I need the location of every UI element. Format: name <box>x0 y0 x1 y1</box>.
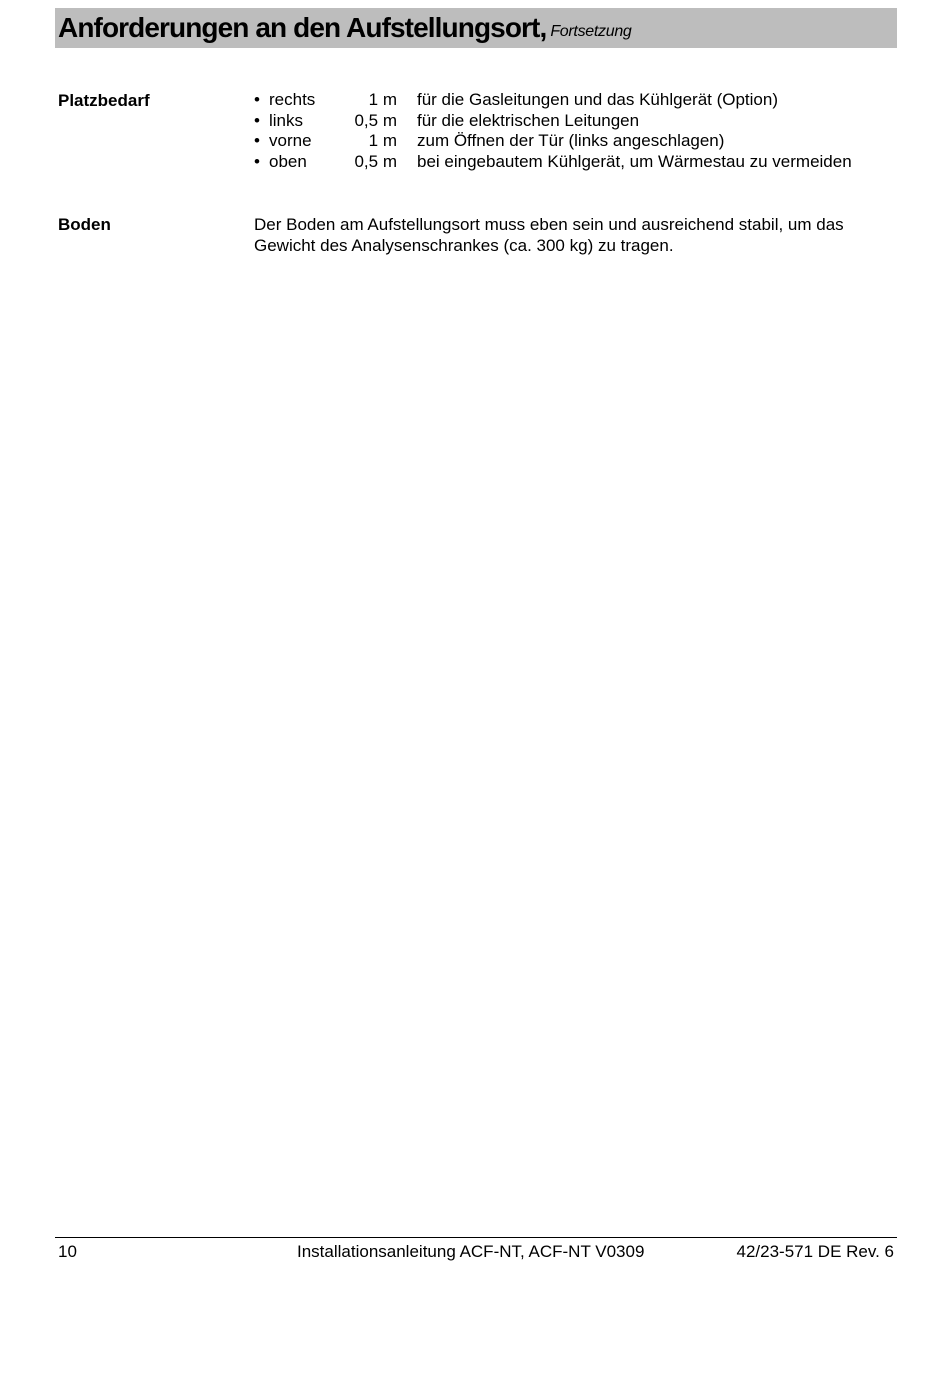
page-subtitle: Fortsetzung <box>550 23 632 40</box>
footer-document-title: Installationsanleitung ACF-NT, ACF-NT V0309 <box>297 1242 645 1261</box>
footer-document-number: 42/23-571 DE Rev. 6 <box>736 1242 894 1261</box>
bullet: • <box>254 90 260 109</box>
distance-cell: 1 m <box>368 90 397 109</box>
space-requirements-table <box>254 90 852 173</box>
footer-divider <box>55 1237 897 1238</box>
page-number: 10 <box>58 1242 77 1261</box>
purpose-cell: zum Öffnen der Tür (links angeschlagen) <box>417 131 725 151</box>
direction-cell: vorne <box>269 131 312 151</box>
section-header <box>55 8 897 48</box>
direction-cell: rechts <box>269 90 316 109</box>
bullet: • <box>254 152 260 172</box>
bullet: • <box>254 131 260 151</box>
floor-description: Der Boden am Aufstellungsort muss eben sein und ausreichend stabil, um das Gewicht des Analysenschrankes (ca. 300 kg) zu tragen. <box>254 215 844 255</box>
direction-cell: oben <box>269 152 307 172</box>
table-row <box>254 131 852 152</box>
direction-cell: links <box>269 110 304 130</box>
distance-cell: 1 m <box>368 131 397 151</box>
space-requirements-label: Platzbedarf <box>58 91 150 110</box>
table-row <box>254 90 852 111</box>
distance-cell: 0,5 m <box>354 152 397 172</box>
floor-label: Boden <box>58 215 111 234</box>
table-row <box>254 152 852 173</box>
purpose-cell: bei eingebautem Kühlgerät, um Wärmestau zu vermeiden <box>417 152 852 172</box>
bullet: • <box>254 110 260 130</box>
purpose-cell: für die elektrischen Leitungen <box>417 110 640 130</box>
table-row <box>254 111 852 132</box>
purpose-cell: für die Gasleitungen und das Kühlgerät (Option) <box>417 90 779 109</box>
page-title: Anforderungen an den Aufstellungsort, <box>58 12 547 43</box>
distance-cell: 0,5 m <box>354 110 397 130</box>
